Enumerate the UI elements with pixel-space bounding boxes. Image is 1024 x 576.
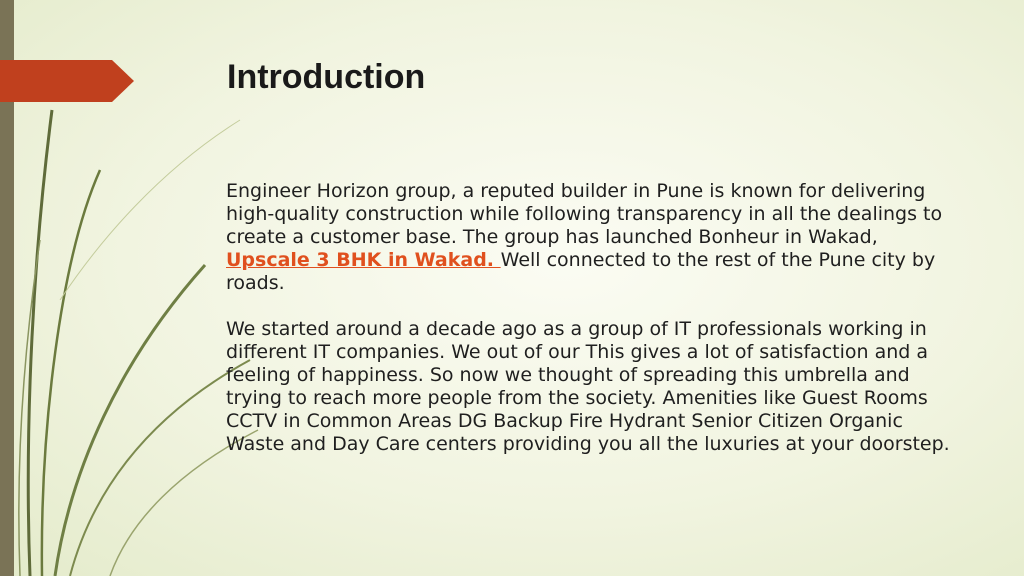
upscale-3bhk-link[interactable]: Upscale 3 BHK in Wakad. [226,249,501,271]
slide-body [226,180,966,456]
intro-text-before-link: Engineer Horizon group, a reputed builder in Pune is known for delivering high-quality construction while following transparency in all the dealings to create a customer base. The group has launched Bonheur in Wakad, [226,180,943,248]
title-accent-arrow [0,60,134,102]
page-title: Introduction [227,58,426,96]
about-paragraph: We started around a decade ago as a group of IT professionals working in different IT companies. We out of our This gives a lot of satisfaction and a feeling of happiness. So now we thought of spreading this umbrella and trying to reach more people from the society. Amenities like Guest Rooms CCTV in Common Areas DG Backup Fire Hydrant Senior Citizen Organic Waste and Day Care centers providing you all the luxuries at your doorstep. [226,318,950,455]
intro-text-after-link: Well connected to the rest of the Pune city by roads. [226,249,936,294]
intro-paragraph [226,180,966,295]
